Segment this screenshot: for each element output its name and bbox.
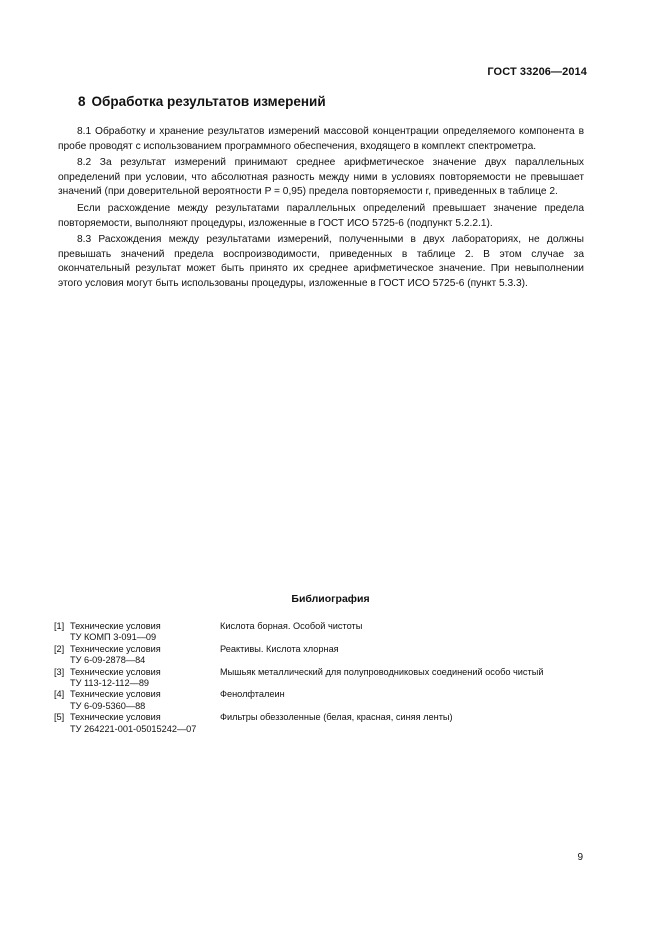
entry-document	[70, 712, 220, 735]
paragraph-8-1: 8.1 Обработку и хранение результатов измерений массовой концентрации определяемого компонента в пробе проводят с использованием программного обеспечения, входящего в комплект спектрометра.	[58, 126, 584, 152]
bibliography-list	[54, 621, 594, 735]
bibliography-entry	[54, 644, 594, 667]
entry-index: [2]	[54, 643, 65, 654]
page-number: 9	[577, 852, 583, 863]
bibliography-entry	[54, 712, 594, 735]
entry-index: [3]	[54, 666, 65, 677]
paragraph-8-3: 8.3 Расхождения между результатами измерений, полученными в двух лабораториях, не должны превышать значений предела воспроизводимости, приведенных в таблице 2. В этом случае за окончательный результат может быть принято их среднее арифметическое значение. При невыполнении этого условия могут быть использованы процедуры, изложенные в ГОСТ ИСО 5725-6 (пункт 5.3.3).	[58, 234, 584, 289]
entry-doc-type: Технические условия	[70, 666, 161, 677]
paragraph-8-2-note: Если расхождение между результатами параллельных определений превышает значение предела повторяемости, выполняют процедуры, изложенные в ГОСТ ИСО 5725-6 (подпункт 5.2.2.1).	[58, 202, 584, 229]
section-number: 8	[78, 94, 86, 109]
entry-index: [5]	[54, 712, 65, 723]
entry-title: Мышьяк металлический для полупроводниковых соединений особо чистый	[220, 666, 544, 677]
entry-document	[70, 667, 220, 690]
entry-doc-type: Технические условия	[70, 712, 161, 723]
bibliography-heading: Библиография	[291, 593, 370, 605]
entry-doc-number: ТУ 113-12-112—89	[70, 678, 150, 689]
entry-document	[70, 621, 220, 644]
section-title: Обработка результатов измерений	[91, 94, 326, 109]
section-body	[58, 125, 584, 292]
bibliography-entry	[54, 667, 594, 690]
entry-doc-type: Технические условия	[70, 689, 161, 700]
entry-index: [4]	[54, 689, 65, 700]
entry-document	[70, 689, 220, 712]
entry-doc-number: ТУ КОМП 3-091—09	[70, 632, 157, 643]
entry-doc-number: ТУ 6-09-5360—88	[70, 700, 146, 711]
entry-title: Кислота борная. Особой чистоты	[220, 621, 363, 631]
entry-index: [1]	[54, 621, 65, 631]
bibliography-entry	[54, 621, 594, 644]
entry-doc-number: ТУ 264221-001-05015242—07	[70, 723, 197, 734]
entry-doc-type: Технические условия	[70, 621, 161, 631]
bibliography-entry	[54, 689, 594, 712]
section-heading	[78, 94, 326, 109]
standard-code: ГОСТ 33206—2014	[487, 66, 587, 78]
paragraph-8-2: 8.2 За результат измерений принимают среднее арифметическое значение двух параллельных определений при условии, что абсолютная разность между ними в условиях повторяемости не превышает значений (при доверительной вероятности P = 0,95) предела повторяемости r, приведенных в таблице 2.	[58, 157, 584, 198]
entry-title: Фильтры обеззоленные (белая, красная, синяя ленты)	[220, 712, 453, 723]
entry-document	[70, 644, 220, 667]
entry-doc-number: ТУ 6-09-2878—84	[70, 655, 146, 666]
entry-title: Реактивы. Кислота хлорная	[220, 643, 339, 654]
entry-title: Фенолфталеин	[220, 689, 285, 700]
entry-doc-type: Технические условия	[70, 643, 161, 654]
